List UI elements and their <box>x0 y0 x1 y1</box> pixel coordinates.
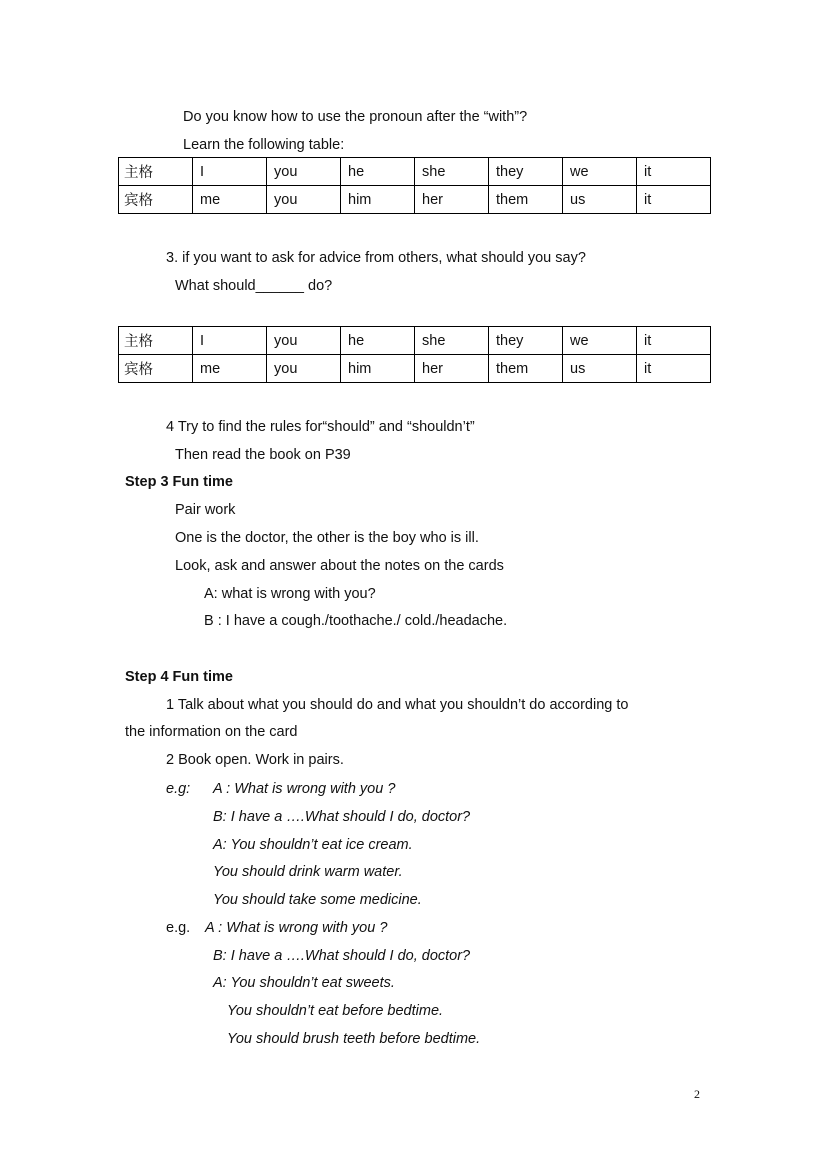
pronoun-table-1 <box>118 157 711 214</box>
table-cell: us <box>563 355 637 383</box>
table-cell: I <box>193 158 267 186</box>
question-3: 3. if you want to ask for advice from others, what should you say? <box>166 250 586 266</box>
example-1-label: e.g: <box>166 781 191 797</box>
intro-instruction: Learn the following table: <box>183 137 345 153</box>
table-cell: it <box>637 327 711 355</box>
example-2-label: e.g. <box>166 920 191 936</box>
step-3-instruction: Look, ask and answer about the notes on the cards <box>175 558 504 574</box>
table-cell: he <box>341 327 415 355</box>
example-1-line-a: A : What is wrong with you ? <box>213 781 396 797</box>
table-cell: you <box>267 158 341 186</box>
intro-question: Do you know how to use the pronoun after the “with”? <box>183 109 528 125</box>
table-cell: she <box>415 158 489 186</box>
table-cell: 宾格 <box>119 355 193 383</box>
table-cell: 主格 <box>119 327 193 355</box>
table-cell: we <box>563 327 637 355</box>
table-cell: it <box>637 186 711 214</box>
table-cell: it <box>637 158 711 186</box>
step-3-description: One is the doctor, the other is the boy who is ill. <box>175 530 479 546</box>
table-cell: you <box>267 327 341 355</box>
table-cell: 宾格 <box>119 186 193 214</box>
pronoun-table-2 <box>118 326 711 383</box>
step-3-heading: Step 3 Fun time <box>125 474 233 490</box>
step-4-item-1: 1 Talk about what you should do and what you shouldn’t do according to <box>166 697 629 713</box>
question-3-prompt: What should______ do? <box>175 278 333 294</box>
table-cell: them <box>489 186 563 214</box>
table-cell: me <box>193 355 267 383</box>
example-2-line-b: B: I have a ….What should I do, doctor? <box>213 948 471 964</box>
table-cell: 主格 <box>119 158 193 186</box>
table-cell: they <box>489 327 563 355</box>
table-row <box>119 158 711 186</box>
step-4-item-1-cont: the information on the card <box>125 724 298 740</box>
step-3-dialogue-b: B : I have a cough./toothache./ cold./headache. <box>204 613 508 629</box>
table-cell: her <box>415 355 489 383</box>
table-row <box>119 355 711 383</box>
step-4-item-2: 2 Book open. Work in pairs. <box>166 752 344 768</box>
table-cell: him <box>341 186 415 214</box>
table-cell: we <box>563 158 637 186</box>
table-cell: you <box>267 186 341 214</box>
table-cell: me <box>193 186 267 214</box>
example-2-line-e: You should brush teeth before bedtime. <box>227 1031 481 1047</box>
step-3-dialogue-a: A: what is wrong with you? <box>204 586 376 602</box>
example-2-line-c: A: You shouldn’t eat sweets. <box>213 975 395 991</box>
table-cell: us <box>563 186 637 214</box>
table-cell: her <box>415 186 489 214</box>
example-1-line-e: You should take some medicine. <box>213 892 422 908</box>
example-2-line-d: You shouldn’t eat before bedtime. <box>227 1003 444 1019</box>
question-4: 4 Try to find the rules for“should” and “shouldn’t” <box>166 419 475 435</box>
example-1-line-c: A: You shouldn’t eat ice cream. <box>213 837 413 853</box>
step-3-pair-work: Pair work <box>175 502 236 518</box>
table-cell: I <box>193 327 267 355</box>
table-cell: they <box>489 158 563 186</box>
step-4-heading: Step 4 Fun time <box>125 669 233 685</box>
page-number: 2 <box>694 1087 700 1101</box>
table-cell: him <box>341 355 415 383</box>
example-1-line-d: You should drink warm water. <box>213 864 403 880</box>
example-2-line-a: A : What is wrong with you ? <box>205 920 388 936</box>
table-cell: she <box>415 327 489 355</box>
table-row <box>119 186 711 214</box>
table-cell: them <box>489 355 563 383</box>
table-cell: he <box>341 158 415 186</box>
example-1-line-b: B: I have a ….What should I do, doctor? <box>213 809 471 825</box>
table-cell: it <box>637 355 711 383</box>
table-cell: you <box>267 355 341 383</box>
table-row <box>119 327 711 355</box>
question-4-followup: Then read the book on P39 <box>175 447 351 463</box>
